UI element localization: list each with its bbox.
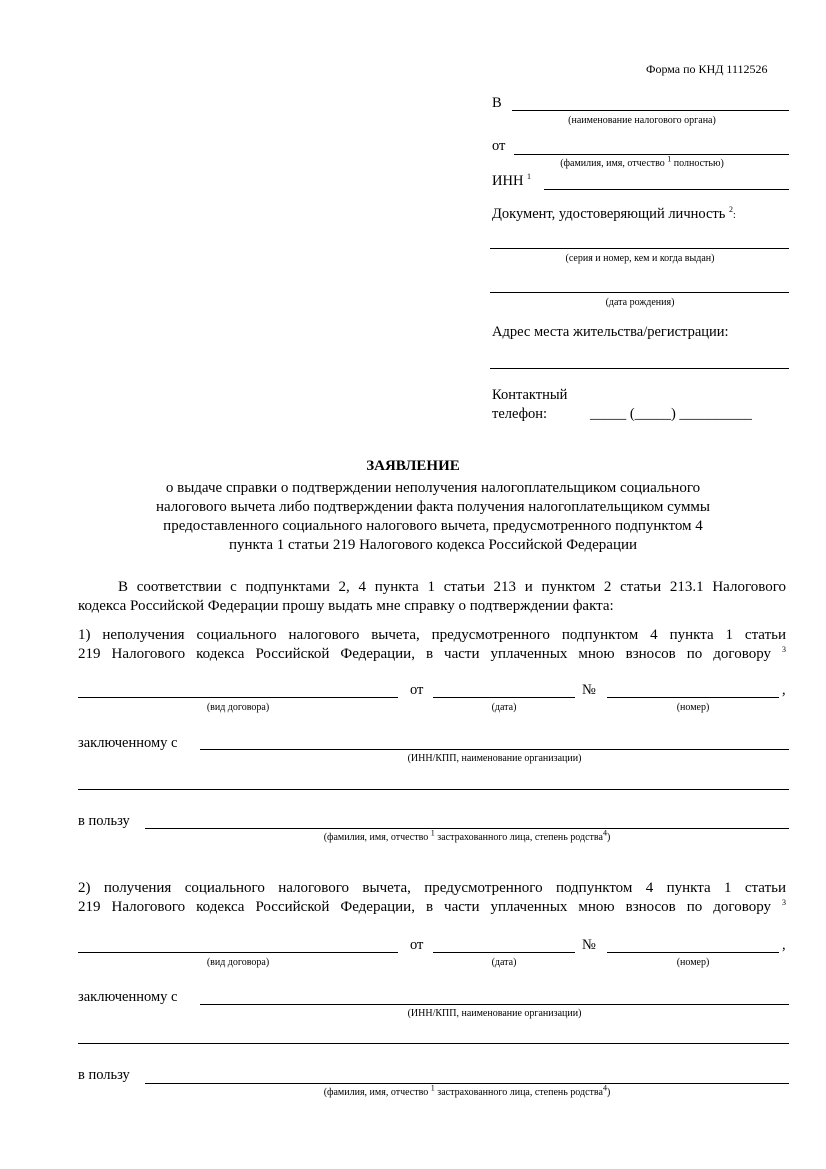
contract-number-label: № bbox=[582, 682, 596, 698]
contract-type-hint: (вид договора) bbox=[206, 702, 270, 713]
beneficiary-label: в пользу bbox=[78, 1067, 130, 1083]
comma: , bbox=[782, 682, 786, 698]
intro-paragraph bbox=[78, 578, 786, 616]
organization-hint: (ИНН/КПП, наименование организации) bbox=[407, 753, 582, 764]
document-label: Документ, удостоверяющий личность $^2$: bbox=[492, 205, 736, 222]
contract-date-hint: (дата) bbox=[491, 957, 517, 968]
organization-field-2[interactable] bbox=[200, 1004, 789, 1005]
to-label: В bbox=[492, 95, 502, 111]
full-name-field[interactable] bbox=[514, 154, 789, 155]
subtitle-line: предоставленного социального налогового вычета, предусмотренного подпунктом 4 bbox=[163, 518, 703, 534]
statement-subtitle bbox=[90, 479, 776, 555]
section-line: 2) получения социального налогового вычета, предусмотренного подпунктом 4 пункта 1 статьи bbox=[78, 880, 786, 896]
beneficiary-hint: (фамилия, имя, отчество $^1$ застрахованного лица, степень родства$^4$) bbox=[323, 828, 611, 843]
subtitle-line: налогового вычета либо подтверждении факта получения налогоплательщиком суммы bbox=[155, 499, 711, 515]
contract-date-field-1[interactable] bbox=[433, 697, 575, 698]
contract-date-hint: (дата) bbox=[491, 702, 517, 713]
section-1-text bbox=[78, 626, 786, 664]
contract-from-label: от bbox=[410, 937, 424, 953]
comma: , bbox=[782, 937, 786, 953]
contract-number-hint: (номер) bbox=[676, 957, 710, 968]
tax-authority-hint: (наименование налогового органа) bbox=[568, 115, 716, 126]
subtitle-line: о выдаче справки о подтверждении неполучения налогоплательщиком социального bbox=[165, 480, 701, 496]
address-label: Адрес места жительства/регистрации: bbox=[492, 324, 729, 340]
contract-number-label: № bbox=[582, 937, 596, 953]
contract-number-field-2[interactable] bbox=[607, 952, 779, 953]
intro-line: кодекса Российской Федерации прошу выдать мне справку о подтверждении факта: bbox=[78, 598, 614, 614]
section-line: 219 Налогового кодекса Российской Федерации, в части уплаченных мною взносов по договору $^3$ bbox=[78, 898, 787, 915]
section-2-text bbox=[78, 879, 786, 917]
beneficiary-field-2[interactable] bbox=[145, 1083, 789, 1084]
contract-date-field-2[interactable] bbox=[433, 952, 575, 953]
form-code: Форма по КНД 1112526 bbox=[646, 62, 768, 76]
beneficiary-label: в пользу bbox=[78, 813, 130, 829]
organization-field-2-cont[interactable] bbox=[78, 1043, 789, 1044]
birth-date-hint: (дата рождения) bbox=[605, 297, 675, 308]
inn-label: ИНН $^1$ bbox=[492, 172, 532, 189]
section-line: 219 Налогового кодекса Российской Федерации, в части уплаченных мною взносов по договору $^3$ bbox=[78, 645, 787, 662]
organization-hint: (ИНН/КПП, наименование организации) bbox=[407, 1008, 582, 1019]
address-field[interactable] bbox=[490, 368, 789, 369]
document-hint: (серия и номер, кем и когда выдан) bbox=[565, 253, 715, 264]
contract-type-field-2[interactable] bbox=[78, 952, 398, 953]
section-line: 1) неполучения социального налогового вычета, предусмотренного подпунктом 4 пункта 1 статьи bbox=[78, 627, 786, 643]
contract-number-field-1[interactable] bbox=[607, 697, 779, 698]
phone-label-1: Контактный bbox=[492, 387, 568, 403]
organization-field-1-cont[interactable] bbox=[78, 789, 789, 790]
birth-date-field[interactable] bbox=[490, 292, 789, 293]
document-field[interactable] bbox=[490, 248, 789, 249]
beneficiary-field-1[interactable] bbox=[145, 828, 789, 829]
concluded-label: заключенному с bbox=[78, 989, 178, 1005]
statement-heading: ЗАЯВЛЕНИЕ bbox=[366, 458, 460, 474]
contract-type-hint: (вид договора) bbox=[206, 957, 270, 968]
subtitle-line: пункта 1 статьи 219 Налогового кодекса Российской Федерации bbox=[228, 537, 638, 553]
intro-line: В соответствии с подпунктами 2, 4 пункта 1 статьи 213 и пунктом 2 статьи 213.1 Налогового bbox=[118, 579, 786, 595]
full-name-hint: (фамилия, имя, отчество $^1$ полностью) bbox=[560, 154, 724, 169]
contract-type-field-1[interactable] bbox=[78, 697, 398, 698]
from-label: от bbox=[492, 138, 506, 154]
tax-authority-field[interactable] bbox=[512, 110, 789, 111]
phone-label-2: телефон: bbox=[492, 406, 548, 422]
phone-field[interactable]: _____ (_____) __________ bbox=[590, 406, 752, 422]
contract-from-label: от bbox=[410, 682, 424, 698]
inn-field[interactable] bbox=[544, 189, 789, 190]
contract-number-hint: (номер) bbox=[676, 702, 710, 713]
concluded-label: заключенному с bbox=[78, 735, 178, 751]
beneficiary-hint: (фамилия, имя, отчество $^1$ застрахованного лица, степень родства$^4$) bbox=[323, 1083, 611, 1098]
organization-field-1[interactable] bbox=[200, 749, 789, 750]
